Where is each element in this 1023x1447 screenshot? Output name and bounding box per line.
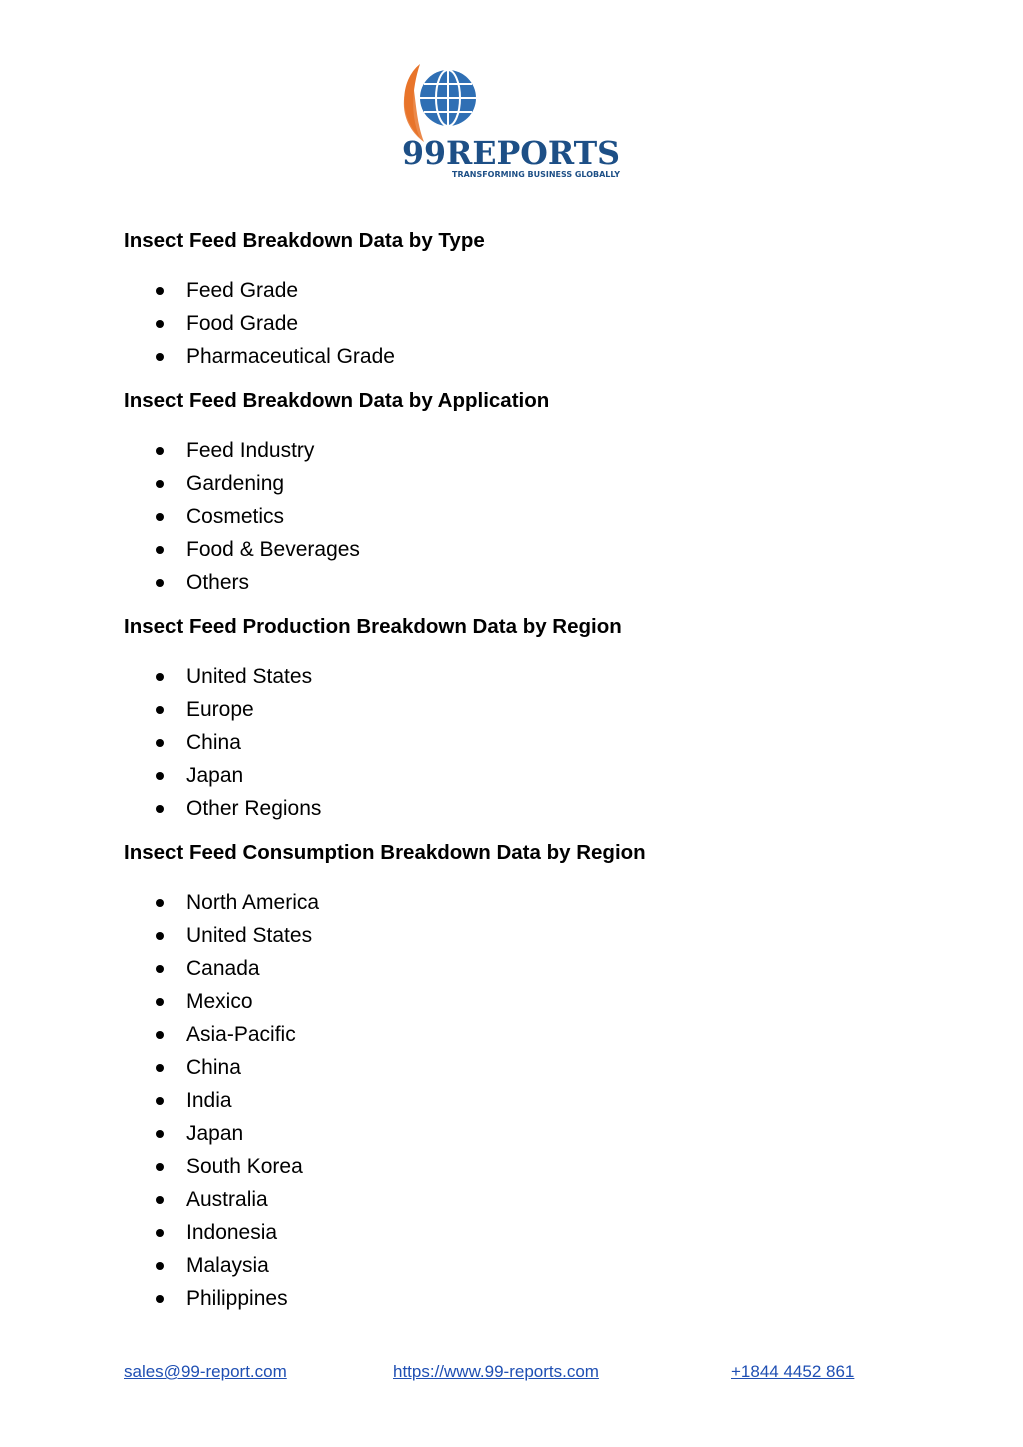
list-item [124,1183,904,1216]
bullet-icon [156,513,164,521]
list-item-label: Other Regions [186,797,322,820]
list-item-label: China [186,731,241,754]
bullet-icon [156,353,164,361]
section-heading: Insect Feed Consumption Breakdown Data by Region [124,841,646,864]
section-consumption-by-region [124,838,904,1315]
list-item [124,1018,904,1051]
list-item [124,533,904,566]
list-item-label: Australia [186,1188,268,1211]
list-item-label: Japan [186,1122,244,1145]
list-item-label: Pharmaceutical Grade [186,345,395,368]
bullet-icon [156,1064,164,1072]
document-body [124,226,904,1328]
list-item-label: Others [186,571,250,594]
bullet-list [124,886,904,1315]
website-link[interactable]: https://www.99-reports.com [393,1362,599,1381]
section-by-type [124,226,904,373]
list-item-label: Cosmetics [186,505,285,528]
bullet-icon [156,447,164,455]
list-item-label: United States [186,924,313,947]
bullet-icon [156,1163,164,1171]
bullet-icon [156,480,164,488]
list-item [124,886,904,919]
bullet-icon [156,1130,164,1138]
bullet-icon [156,1196,164,1204]
list-item [124,792,904,825]
section-heading: Insect Feed Production Breakdown Data by Region [124,615,622,638]
list-item [124,434,904,467]
list-item-label: Japan [186,764,244,787]
logo-wordmark: 99REPORTS [402,134,620,172]
list-item-label: Indonesia [186,1221,278,1244]
list-item-label: Mexico [186,990,253,1013]
list-item [124,1051,904,1084]
list-item-label: Food Grade [186,312,299,335]
bullet-icon [156,1229,164,1237]
section-heading: Insect Feed Breakdown Data by Type [124,229,485,252]
bullet-icon [156,320,164,328]
list-item [124,307,904,340]
list-item [124,500,904,533]
list-item [124,919,904,952]
bullet-icon [156,1097,164,1105]
bullet-icon [156,673,164,681]
phone-link[interactable]: +1844 4452 861 [731,1362,855,1381]
list-item [124,467,904,500]
logo-tagline: TRANSFORMING BUSINESS GLOBALLY [452,170,621,179]
bullet-icon [156,772,164,780]
list-item-label: India [186,1089,232,1112]
list-item [124,1150,904,1183]
list-item-label: Feed Grade [186,279,299,302]
list-item-label: Feed Industry [186,439,315,462]
bullet-list [124,274,904,373]
list-item [124,1084,904,1117]
page-footer [0,1362,1023,1388]
list-item [124,952,904,985]
list-item [124,693,904,726]
list-item [124,1282,904,1315]
bullet-list [124,434,904,599]
list-item-label: China [186,1056,241,1079]
list-item-label: Europe [186,698,254,721]
list-item [124,1117,904,1150]
list-item [124,660,904,693]
bullet-icon [156,579,164,587]
section-by-application [124,386,904,599]
section-heading: Insect Feed Breakdown Data by Application [124,389,550,412]
list-item [124,566,904,599]
list-item-label: Asia-Pacific [186,1023,296,1046]
section-production-by-region [124,612,904,825]
bullet-icon [156,998,164,1006]
email-link[interactable]: sales@99-report.com [124,1362,287,1381]
bullet-icon [156,1031,164,1039]
list-item [124,726,904,759]
bullet-icon [156,739,164,747]
list-item-label: United States [186,665,313,688]
list-item [124,274,904,307]
bullet-icon [156,932,164,940]
bullet-icon [156,899,164,907]
bullet-icon [156,706,164,714]
list-item-label: Food & Beverages [186,538,360,561]
list-item-label: Canada [186,957,260,980]
bullet-icon [156,287,164,295]
list-item [124,340,904,373]
list-item-label: Philippines [186,1287,288,1310]
list-item-label: North America [186,891,320,914]
list-item-label: South Korea [186,1155,303,1178]
bullet-icon [156,965,164,973]
bullet-icon [156,1295,164,1303]
bullet-icon [156,805,164,813]
bullet-icon [156,546,164,554]
bullet-list [124,660,904,825]
list-item [124,1216,904,1249]
list-item-label: Malaysia [186,1254,269,1277]
list-item [124,759,904,792]
list-item [124,985,904,1018]
list-item-label: Gardening [186,472,285,495]
bullet-icon [156,1262,164,1270]
company-logo [398,58,630,186]
list-item [124,1249,904,1282]
